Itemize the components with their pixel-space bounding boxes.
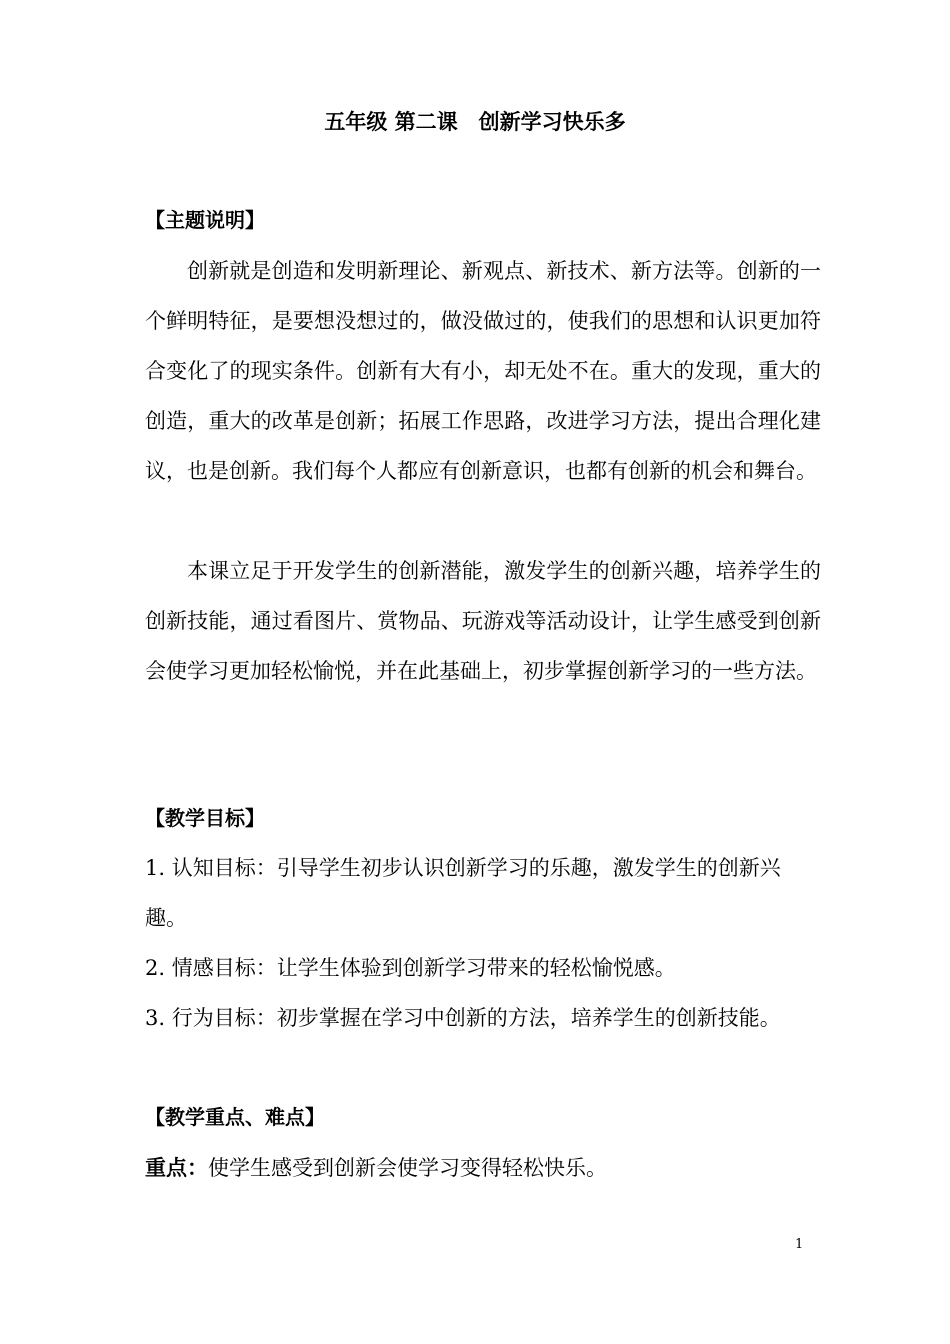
goal-item-1: 1. 认知目标：引导学生初步认识创新学习的乐趣，激发学生的创新兴趣。 [145, 856, 781, 930]
goal-item-3: 3. 行为目标：初步掌握在学习中创新的方法，培养学生的创新技能。 [145, 1006, 781, 1030]
goal-item-2: 2. 情感目标：让学生体验到创新学习带来的轻松愉悦感。 [145, 956, 676, 980]
focus-label: 重点： [145, 1156, 208, 1180]
theme-paragraph-2: 本课立足于开发学生的创新潜能，激发学生的创新兴趣，培养学生的创新技能，通过看图片、赏物品、玩游戏等活动设计，让学生感受到创新会使学习更加轻松愉悦，并在此基础上，初步掌握创新学习的一些方法。 [145, 559, 821, 683]
document-title: 五年级 第二课 创新学习快乐多 [324, 110, 626, 134]
focus-text: 使学生感受到创新会使学习变得轻松快乐。 [208, 1156, 607, 1180]
focus-line [145, 1143, 821, 1193]
section-heading-key-points: 【教学重点、难点】 [145, 1105, 325, 1129]
page-number: 1 [795, 1237, 804, 1252]
section-heading-goals: 【教学目标】 [145, 806, 265, 830]
section-heading-theme: 【主题说明】 [145, 208, 265, 232]
theme-paragraph-1: 创新就是创造和发明新理论、新观点、新技术、新方法等。创新的一个鲜明特征，是要想没想过的，做没做过的，使我们的思想和认识更加符合变化了的现实条件。创新有大有小，却无处不在。重大的发现，重大的创造，重大的改革是创新；拓展工作思路，改进学习方法，提出合理化建议，也是创新。我们每个人都应有创新意识，也都有创新的机会和舞台。 [145, 259, 821, 483]
